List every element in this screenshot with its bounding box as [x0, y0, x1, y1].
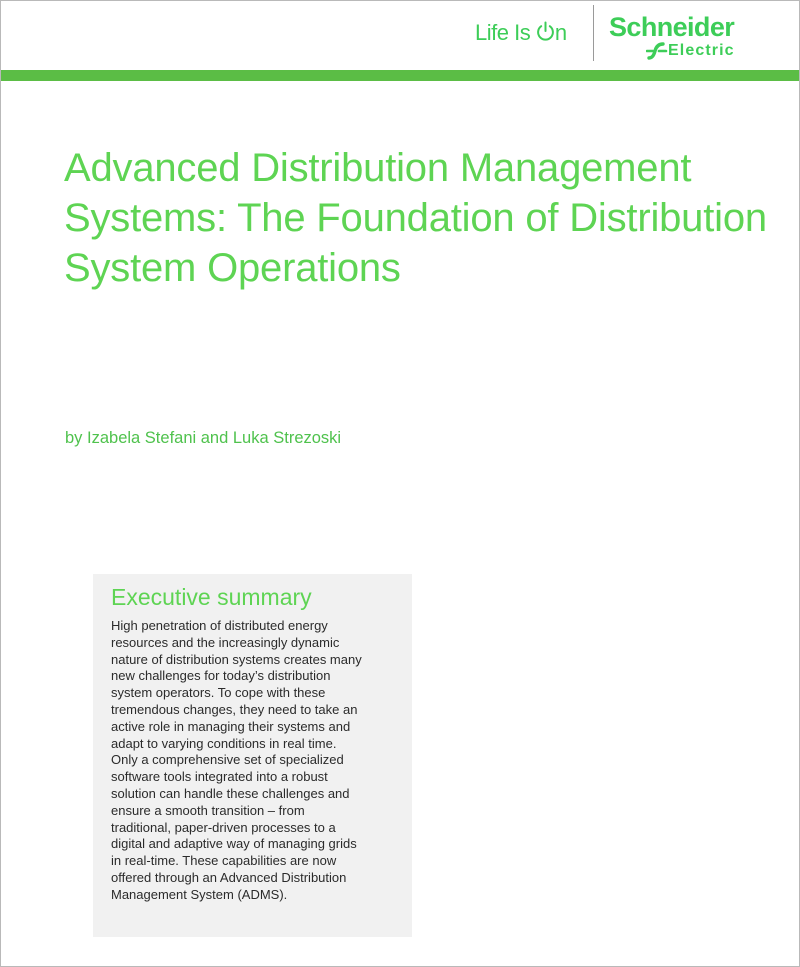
- tagline-suffix: n: [554, 20, 567, 45]
- executive-summary-box: [93, 574, 412, 937]
- summary-line: ensure a smooth transition – from: [111, 802, 305, 818]
- summary-line: software tools integrated into a robust: [111, 769, 328, 785]
- tagline: [475, 20, 567, 46]
- summary-line: resources and the increasingly dynamic: [111, 634, 340, 650]
- summary-line: traditional, paper-driven processes to a: [111, 819, 336, 835]
- summary-line: tremendous changes, they need to take an: [111, 701, 358, 717]
- summary-line: offered through an Advanced Distribution: [111, 869, 347, 885]
- tagline-prefix: Life Is: [475, 20, 536, 45]
- summary-line: nature of distribution systems creates many: [111, 651, 362, 667]
- summary-line: digital and adaptive way of managing grids: [111, 836, 357, 852]
- schneider-electric-mark-icon: [646, 42, 668, 60]
- executive-summary-text: [111, 618, 405, 904]
- logo-divider: [593, 5, 594, 61]
- summary-line: active role in managing their systems and: [111, 718, 351, 734]
- author-byline: by Izabela Stefani and Luka Strezoski: [65, 429, 342, 447]
- summary-line: Management System (ADMS).: [111, 886, 288, 902]
- executive-summary-heading: Executive summary: [111, 584, 312, 610]
- summary-line: solution can handle these challenges and: [111, 785, 350, 801]
- summary-line: system operators. To cope with these: [111, 685, 326, 701]
- brand-logo-name: Schneider: [609, 12, 735, 42]
- summary-line: in real-time. These capabilities are now: [111, 853, 337, 869]
- summary-line: Only a comprehensive set of specialized: [111, 752, 344, 768]
- header-rule: [1, 70, 799, 81]
- document-title: Advanced Distribution Management Systems: The Foundation of Distribution System Operations: [64, 146, 767, 290]
- summary-line: adapt to varying conditions in real time.: [111, 735, 337, 751]
- brand-logo-subname: Electric: [668, 42, 735, 59]
- summary-line: High penetration of distributed energy: [111, 618, 328, 633]
- summary-line: new challenges for today’s distribution: [111, 668, 331, 684]
- power-o-icon: [536, 21, 555, 43]
